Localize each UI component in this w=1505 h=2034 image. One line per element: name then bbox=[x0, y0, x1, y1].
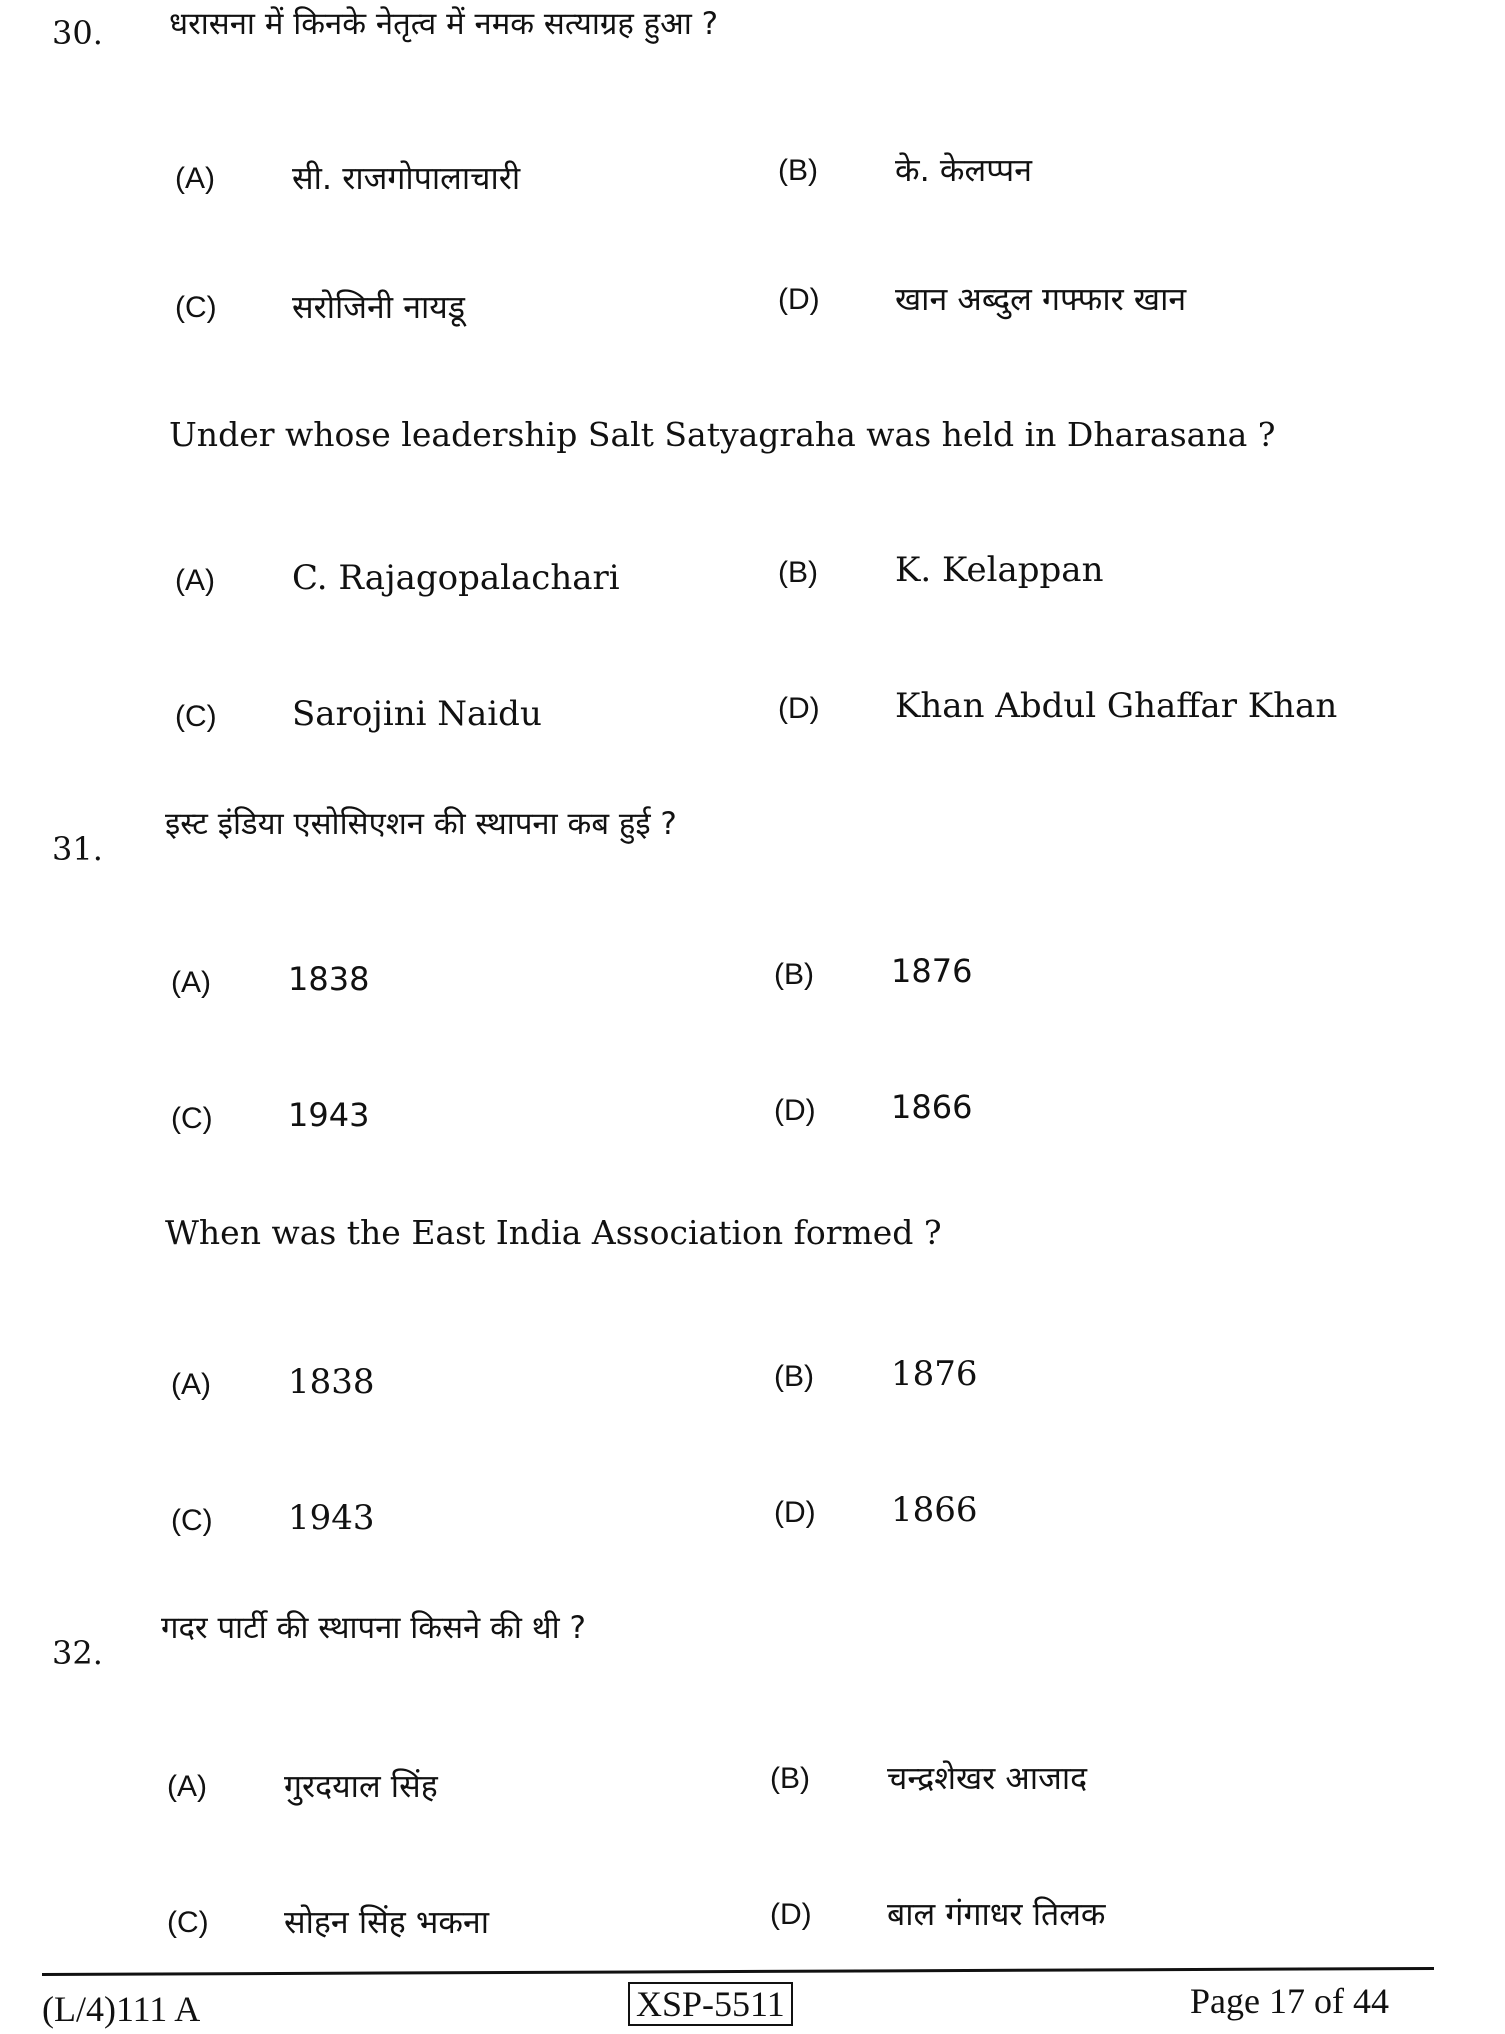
option-label: (C) bbox=[171, 1504, 213, 1537]
question-number: 31. bbox=[52, 830, 103, 868]
option-label: (A) bbox=[175, 162, 215, 195]
option-text: 1866 bbox=[891, 1088, 973, 1126]
option-label: (A) bbox=[167, 1770, 207, 1803]
option-label: (B) bbox=[778, 154, 818, 187]
option-label: (D) bbox=[770, 1898, 812, 1931]
option-text: Khan Abdul Ghaffar Khan bbox=[895, 686, 1338, 726]
option-label: (D) bbox=[778, 692, 820, 725]
question-number: 32. bbox=[52, 1634, 103, 1672]
question-text-english: Under whose leadership Salt Satyagraha was held in Dharasana ? bbox=[169, 415, 1276, 454]
option-text: 1876 bbox=[891, 1354, 978, 1394]
option-label: (D) bbox=[774, 1496, 816, 1529]
option-text: 1838 bbox=[288, 1362, 375, 1402]
option-text: गुरदयाल सिंह bbox=[284, 1767, 438, 1805]
option-text: Sarojini Naidu bbox=[292, 694, 542, 734]
option-text: 1838 bbox=[288, 960, 370, 998]
option-text: सी. राजगोपालाचारी bbox=[292, 159, 521, 197]
option-label: (B) bbox=[778, 556, 818, 589]
option-label: (C) bbox=[175, 700, 217, 733]
question-text-hindi: इस्ट इंडिया एसोसिएशन की स्थापना कब हुई ? bbox=[165, 806, 677, 842]
footer-page-number: Page 17 of 44 bbox=[1190, 1981, 1389, 2021]
option-text: 1943 bbox=[288, 1498, 375, 1538]
option-label: (B) bbox=[770, 1762, 810, 1795]
option-text: चन्द्रशेखर आजाद bbox=[887, 1759, 1088, 1797]
footer-series-code: XSP-5511 bbox=[628, 1982, 793, 2026]
question-number: 30. bbox=[52, 14, 103, 52]
option-text: सरोजिनी नायडू bbox=[292, 288, 465, 326]
option-text: 1943 bbox=[288, 1096, 370, 1134]
option-label: (C) bbox=[167, 1906, 209, 1939]
option-label: (A) bbox=[171, 1368, 211, 1401]
option-label: (C) bbox=[171, 1102, 213, 1135]
option-text: 1866 bbox=[891, 1490, 978, 1530]
option-label: (A) bbox=[171, 966, 211, 999]
question-text-hindi: गदर पार्टी की स्थापना किसने की थी ? bbox=[161, 1610, 586, 1646]
option-label: (B) bbox=[774, 1360, 814, 1393]
footer-rule bbox=[42, 1967, 1434, 1976]
footer-paper-code: (L/4)111 A bbox=[42, 1989, 201, 2029]
option-text: बाल गंगाधर तिलक bbox=[887, 1895, 1106, 1933]
option-text: खान अब्दुल गफ्फार खान bbox=[895, 280, 1187, 318]
option-text: K. Kelappan bbox=[895, 550, 1104, 590]
question-text-english: When was the East India Association formed ? bbox=[165, 1213, 942, 1252]
option-text: 1876 bbox=[891, 952, 973, 990]
option-text: के. केलप्पन bbox=[895, 151, 1032, 189]
option-text: सोहन सिंह भकना bbox=[284, 1903, 490, 1941]
option-label: (D) bbox=[778, 283, 820, 316]
option-text: C. Rajagopalachari bbox=[292, 558, 620, 598]
option-label: (C) bbox=[175, 291, 217, 324]
option-label: (A) bbox=[175, 564, 215, 597]
option-label: (D) bbox=[774, 1094, 816, 1127]
question-text-hindi: धरासना में किनके नेतृत्व में नमक सत्याग्रह हुआ ? bbox=[169, 6, 719, 42]
option-label: (B) bbox=[774, 958, 814, 991]
